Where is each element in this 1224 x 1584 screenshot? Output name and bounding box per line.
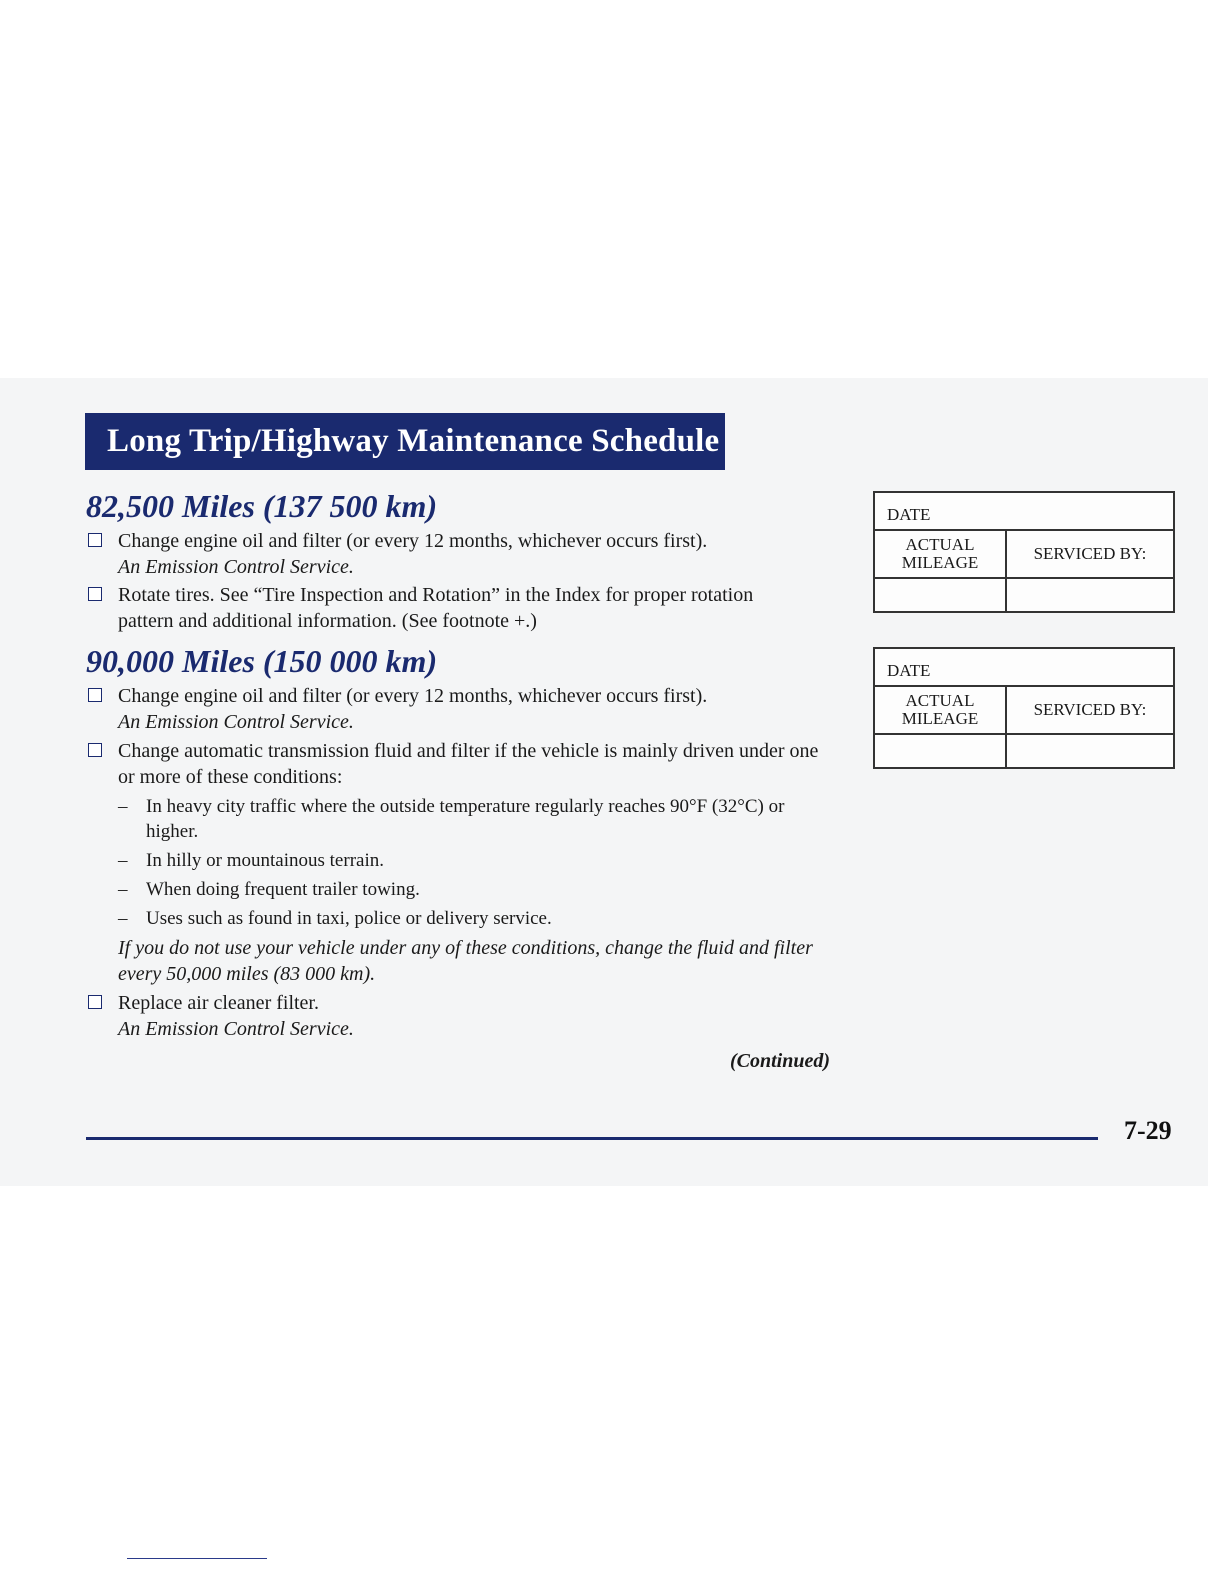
condition-text: Uses such as found in taxi, police or delivery service. [146,908,552,929]
serviced-by-entry-cell[interactable] [1007,735,1173,767]
checkbox-icon[interactable] [88,743,102,757]
mileage-label: ACTUAL MILEAGE [875,687,1007,733]
entry-row [875,579,1173,611]
dash-bullet: – [118,879,128,900]
bottom-rule [127,1558,267,1559]
checklist-item [88,582,848,634]
condition-text: When doing frequent trailer towing. [146,879,420,900]
date-row[interactable] [875,493,1173,531]
checklist-item [88,990,848,1042]
item-text: Change engine oil and filter (or every 12 months, whichever occurs first). [118,685,708,707]
page-number: 7-29 [1124,1116,1172,1145]
date-label: DATE [887,505,931,524]
dash-bullet: – [118,796,128,817]
mileage-label: ACTUAL MILEAGE [875,531,1007,577]
item-text: Change automatic transmission fluid and filter if the vehicle is mainly driven under one or more of these conditions: [118,740,819,788]
condition-text: In heavy city traffic where the outside temperature regularly reaches 90°F (32°C) or higher. [146,796,785,842]
item-text: Replace air cleaner filter. [118,992,319,1014]
footer-rule [86,1137,1098,1140]
checklist-item [88,683,848,735]
checkbox-icon[interactable] [88,688,102,702]
header-row [875,531,1173,579]
checkbox-icon[interactable] [88,587,102,601]
condition-item [118,906,838,931]
checklist-item [88,528,848,580]
serviced-by-entry-cell[interactable] [1007,579,1173,611]
emission-note: An Emission Control Service. [118,556,354,578]
service-record-table [873,647,1175,769]
serviced-by-label: SERVICED BY: [1033,700,1147,719]
section-banner [85,413,725,470]
banner-title: Long Trip/Highway Maintenance Schedule [107,423,720,459]
item-text: Rotate tires. See “Tire Inspection and Rotation” in the Index for proper rotation pattern and additional information. (See footnote +.) [118,584,754,632]
date-label: DATE [887,661,931,680]
condition-text: In hilly or mountainous terrain. [146,850,384,871]
condition-item [118,794,838,844]
section-heading-90000: 90,000 Miles (150 000 km) [86,643,438,679]
section-heading-82500: 82,500 Miles (137 500 km) [86,488,438,524]
condition-item [118,877,838,902]
item-text: Change engine oil and filter (or every 12 months, whichever occurs first). [118,530,708,552]
conditions-note: If you do not use your vehicle under any of these conditions, change the fluid and filter every 50,000 miles (83 000 km). [118,937,813,985]
emission-note: An Emission Control Service. [118,711,354,733]
dash-bullet: – [118,908,128,929]
mileage-entry-cell[interactable] [875,579,1007,611]
header-row [875,687,1173,735]
checkbox-icon[interactable] [88,995,102,1009]
entry-row [875,735,1173,767]
service-record-table [873,491,1175,613]
checkbox-icon[interactable] [88,533,102,547]
dash-bullet: – [118,850,128,871]
checklist-item [88,738,848,790]
date-row[interactable] [875,649,1173,687]
emission-note: An Emission Control Service. [118,1018,354,1040]
serviced-by-label: SERVICED BY: [1033,544,1147,563]
mileage-entry-cell[interactable] [875,735,1007,767]
continued-label: (Continued) [730,1050,831,1072]
condition-item [118,848,838,873]
